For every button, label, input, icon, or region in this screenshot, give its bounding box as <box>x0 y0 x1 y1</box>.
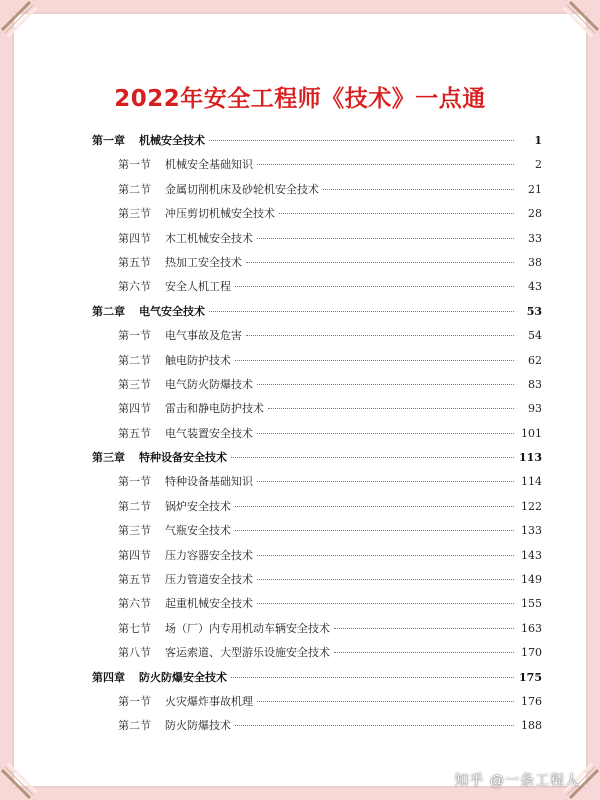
toc-entry-title: 热加工安全技术 <box>165 255 242 269</box>
toc-entry-label <box>92 717 231 733</box>
toc-page-number: 28 <box>528 207 542 221</box>
toc-page-number: 155 <box>521 597 542 611</box>
toc-entry-label <box>92 498 231 514</box>
toc-entry-number: 第七节 <box>118 621 151 635</box>
toc-entry-title: 锅炉安全技术 <box>165 499 231 513</box>
toc-page-number: 163 <box>521 621 542 635</box>
toc-chapter-row <box>92 449 542 473</box>
toc-entry-number: 第二节 <box>118 719 151 733</box>
toc-entry-title: 防火防爆技术 <box>165 719 231 733</box>
toc-dot-leader <box>235 725 514 726</box>
toc-page-number: 1 <box>534 134 542 147</box>
toc-entry-title: 火灾爆炸事故机理 <box>165 694 253 708</box>
toc-page-number: 93 <box>528 402 542 416</box>
toc-entry-number: 第五节 <box>118 426 151 440</box>
toc-entry-label <box>92 303 205 319</box>
toc-page-number: 176 <box>521 694 542 708</box>
toc-section-row <box>92 547 542 571</box>
toc-section-row <box>92 620 542 644</box>
toc-entry-number: 第三节 <box>118 377 151 391</box>
toc-entry-title: 电气事故及危害 <box>165 329 242 343</box>
toc-page-number: 175 <box>519 670 542 684</box>
toc-entry-title: 压力容器安全技术 <box>165 548 253 562</box>
toc-dot-leader <box>257 384 514 385</box>
toc-dot-leader <box>323 189 514 190</box>
toc-dot-leader <box>231 457 514 458</box>
toc-page-number: 62 <box>528 353 542 367</box>
toc-entry-label <box>92 327 242 343</box>
toc-dot-leader <box>257 481 514 482</box>
toc-entry-number: 第三节 <box>118 207 151 221</box>
toc-entry-label <box>92 400 264 416</box>
toc-dot-leader <box>257 164 514 165</box>
toc-dot-leader <box>257 701 514 702</box>
toc-entry-title: 场（厂）内专用机动车辆安全技术 <box>165 621 330 635</box>
toc-dot-leader <box>257 603 514 604</box>
toc-page-number: 21 <box>528 182 542 196</box>
toc-entry-number: 第一节 <box>118 475 151 489</box>
toc-chapter-row <box>92 132 542 156</box>
toc-section-row <box>92 571 542 595</box>
toc-entry-title: 特种设备安全技术 <box>139 451 227 465</box>
toc-entry-number: 第四节 <box>118 402 151 416</box>
toc-page-number: 43 <box>528 280 542 294</box>
toc-entry-label <box>92 376 253 392</box>
toc-entry-title: 金属切削机床及砂轮机安全技术 <box>165 182 319 196</box>
toc-page-number: 113 <box>519 451 542 465</box>
toc-entry-label <box>92 644 330 660</box>
toc-dot-leader <box>246 335 514 336</box>
toc-entry-label <box>92 669 227 685</box>
toc-section-row <box>92 376 542 400</box>
toc-dot-leader <box>279 213 514 214</box>
toc-entry-label <box>92 156 253 172</box>
toc-entry-number: 第一节 <box>118 329 151 343</box>
toc-page-number: 54 <box>528 329 542 343</box>
toc-page-number: 149 <box>521 573 542 587</box>
toc-entry-title: 安全人机工程 <box>165 280 231 294</box>
toc-entry-number: 第六节 <box>118 280 151 294</box>
toc-entry-label <box>92 132 205 148</box>
toc-section-row <box>92 522 542 546</box>
toc-entry-label <box>92 473 253 489</box>
toc-entry-number: 第三节 <box>118 524 151 538</box>
toc-section-row <box>92 181 542 205</box>
toc-page-number: 53 <box>526 304 542 318</box>
toc-dot-leader <box>235 506 514 507</box>
toc-entry-title: 特种设备基础知识 <box>165 475 253 489</box>
toc-entry-title: 木工机械安全技术 <box>165 231 253 245</box>
toc-entry-label <box>92 595 253 611</box>
toc-page-number: 143 <box>521 548 542 562</box>
toc-dot-leader <box>235 530 514 531</box>
toc-section-row <box>92 400 542 424</box>
toc-entry-number: 第五节 <box>118 573 151 587</box>
toc-page-number: 33 <box>528 231 542 245</box>
toc-entry-title: 起重机械安全技术 <box>165 597 253 611</box>
toc-entry-title: 电气装置安全技术 <box>165 426 253 440</box>
toc-section-row <box>92 498 542 522</box>
toc-entry-label <box>92 352 231 368</box>
toc-section-row <box>92 327 542 351</box>
toc-chapter-row <box>92 303 542 327</box>
toc-entry-label <box>92 230 253 246</box>
zhihu-watermark: 知乎 @一条工程人 <box>454 773 580 789</box>
toc-entry-label <box>92 571 253 587</box>
table-of-contents <box>92 132 542 742</box>
toc-section-row <box>92 205 542 229</box>
toc-entry-title: 触电防护技术 <box>165 353 231 367</box>
toc-dot-leader <box>235 360 514 361</box>
toc-section-row <box>92 644 542 668</box>
toc-page-number: 133 <box>521 524 542 538</box>
toc-entry-title: 防火防爆安全技术 <box>139 670 227 684</box>
toc-entry-title: 机械安全基础知识 <box>165 158 253 172</box>
toc-section-row <box>92 278 542 302</box>
toc-section-row <box>92 717 542 741</box>
toc-entry-number: 第二节 <box>118 353 151 367</box>
toc-section-row <box>92 156 542 180</box>
toc-page-number: 170 <box>521 646 542 660</box>
toc-entry-number: 第六节 <box>118 597 151 611</box>
toc-page-number: 188 <box>521 719 542 733</box>
toc-entry-title: 气瓶安全技术 <box>165 524 231 538</box>
toc-entry-number: 第二章 <box>92 304 125 318</box>
toc-entry-title: 压力管道安全技术 <box>165 573 253 587</box>
toc-dot-leader <box>257 433 514 434</box>
toc-dot-leader <box>209 140 514 141</box>
toc-entry-label <box>92 522 231 538</box>
toc-entry-label <box>92 620 330 636</box>
toc-entry-number: 第一章 <box>92 134 125 147</box>
toc-entry-title: 雷击和静电防护技术 <box>165 402 264 416</box>
toc-dot-leader <box>209 311 514 312</box>
toc-entry-label <box>92 425 253 441</box>
toc-entry-number: 第八节 <box>118 646 151 660</box>
toc-dot-leader <box>257 579 514 580</box>
toc-entry-number: 第三章 <box>92 451 125 465</box>
document-page <box>14 14 586 786</box>
toc-entry-title: 电气安全技术 <box>139 304 205 318</box>
toc-entry-label <box>92 547 253 563</box>
toc-entry-number: 第一节 <box>118 694 151 708</box>
toc-entry-label <box>92 181 319 197</box>
toc-entry-number: 第五节 <box>118 255 151 269</box>
toc-page-number: 38 <box>528 255 542 269</box>
toc-dot-leader <box>257 238 514 239</box>
toc-entry-number: 第一节 <box>118 158 151 172</box>
toc-dot-leader <box>334 628 514 629</box>
toc-dot-leader <box>235 286 514 287</box>
toc-page-number: 122 <box>521 499 542 513</box>
toc-section-row <box>92 352 542 376</box>
toc-section-row <box>92 254 542 278</box>
toc-entry-number: 第四章 <box>92 670 125 684</box>
toc-dot-leader <box>257 555 514 556</box>
toc-entry-number: 第四节 <box>118 231 151 245</box>
toc-dot-leader <box>268 408 514 409</box>
toc-section-row <box>92 425 542 449</box>
toc-chapter-row <box>92 669 542 693</box>
toc-entry-label <box>92 278 231 294</box>
toc-section-row <box>92 693 542 717</box>
toc-dot-leader <box>231 677 514 678</box>
toc-entry-number: 第四节 <box>118 548 151 562</box>
toc-page-number: 101 <box>521 426 542 440</box>
toc-entry-label <box>92 693 253 709</box>
toc-section-row <box>92 595 542 619</box>
toc-dot-leader <box>246 262 514 263</box>
toc-section-row <box>92 473 542 497</box>
toc-entry-title: 电气防火防爆技术 <box>165 377 253 391</box>
page-title: 2022年安全工程师《技术》一点通 <box>114 86 486 112</box>
toc-page-number: 114 <box>521 475 542 489</box>
toc-entry-title: 机械安全技术 <box>139 134 205 147</box>
toc-entry-label <box>92 205 275 221</box>
toc-page-number: 2 <box>535 158 542 172</box>
toc-dot-leader <box>334 652 514 653</box>
toc-entry-label <box>92 254 242 270</box>
toc-page-number: 83 <box>528 377 542 391</box>
toc-entry-title: 客运索道、大型游乐设施安全技术 <box>165 646 330 660</box>
toc-entry-number: 第二节 <box>118 499 151 513</box>
toc-entry-label <box>92 449 227 465</box>
toc-section-row <box>92 230 542 254</box>
toc-entry-title: 冲压剪切机械安全技术 <box>165 207 275 221</box>
toc-entry-number: 第二节 <box>118 182 151 196</box>
